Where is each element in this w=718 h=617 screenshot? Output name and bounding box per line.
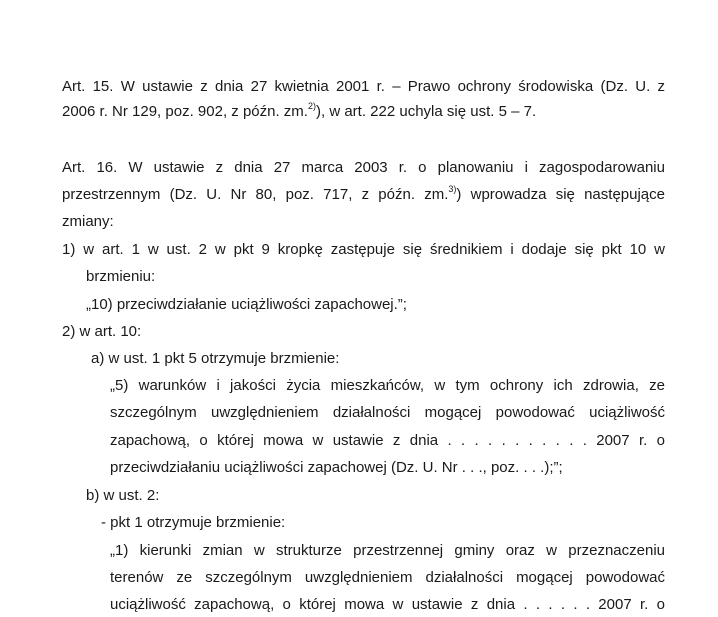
art15-line-2	[62, 102, 536, 122]
footnote-ref-2: 2)	[307, 101, 316, 111]
art16-line-2	[62, 185, 665, 205]
art15-line-1: Art. 15. W ustawie z dnia 27 kwietnia 2001 r. – Prawo ochrony środowiska (Dz. U. z	[62, 78, 665, 95]
art16-line-2-text: przestrzennym (Dz. U. Nr 80, poz. 717, z późn. zm.	[62, 186, 449, 203]
art15-line-2-tail: ), w art. 222 uchyla się ust. 5 – 7.	[316, 103, 537, 120]
art15-line-2-text: 2006 r. Nr 129, poz. 902, z późn. zm.	[62, 103, 308, 120]
item-2a-quote-line-4: przeciwdziałaniu uciążliwości zapachowej (Dz. U. Nr . . ., poz. . . .);”;	[110, 459, 563, 476]
item-2a-quote-line-2: szczególnym uwzględnieniem działalności mogącej powodować uciążliwość	[110, 404, 665, 421]
footnote-ref-3: 3)	[448, 184, 457, 194]
art16-line-2-tail: ) wprowadza się następujące	[456, 186, 665, 203]
item-2b-quote-line-3: uciążliwość zapachową, o której mowa w ustawie z dnia . . . . . . 2007 r. o	[110, 596, 665, 613]
art16-line-3: zmiany:	[62, 213, 114, 230]
item-2a-quote-line-1: „5) warunków i jakości życia mieszkańców, w tym ochrony ich zdrowia, ze	[110, 377, 665, 394]
item-2b: b) w ust. 2:	[86, 487, 160, 504]
item-2b-quote-line-1: „1) kierunki zmian w strukturze przestrzennej gminy oraz w przeznaczeniu	[110, 542, 665, 559]
item-2b-dash: - pkt 1 otrzymuje brzmienie:	[101, 514, 286, 531]
item-2: 2) w art. 10:	[62, 323, 142, 340]
item-1-quote: „10) przeciwdziałanie uciążliwości zapachowej.”;	[86, 296, 407, 313]
art16-line-1: Art. 16. W ustawie z dnia 27 marca 2003 r. o planowaniu i zagospodarowaniu	[62, 159, 665, 176]
item-2b-quote-line-2: terenów ze szczególnym uwzględnieniem działalności mogącej powodować	[110, 569, 665, 586]
item-2a: a) w ust. 1 pkt 5 otrzymuje brzmienie:	[91, 350, 340, 367]
item-2a-quote-line-3: zapachową, o której mowa w ustawie z dnia . . . . . . . . . . . 2007 r. o	[110, 432, 665, 449]
item-1-line-1: 1) w art. 1 w ust. 2 w pkt 9 kropkę zastępuje się średnikiem i dodaje się pkt 10 w	[62, 241, 665, 258]
item-1-line-2: brzmieniu:	[86, 268, 156, 285]
